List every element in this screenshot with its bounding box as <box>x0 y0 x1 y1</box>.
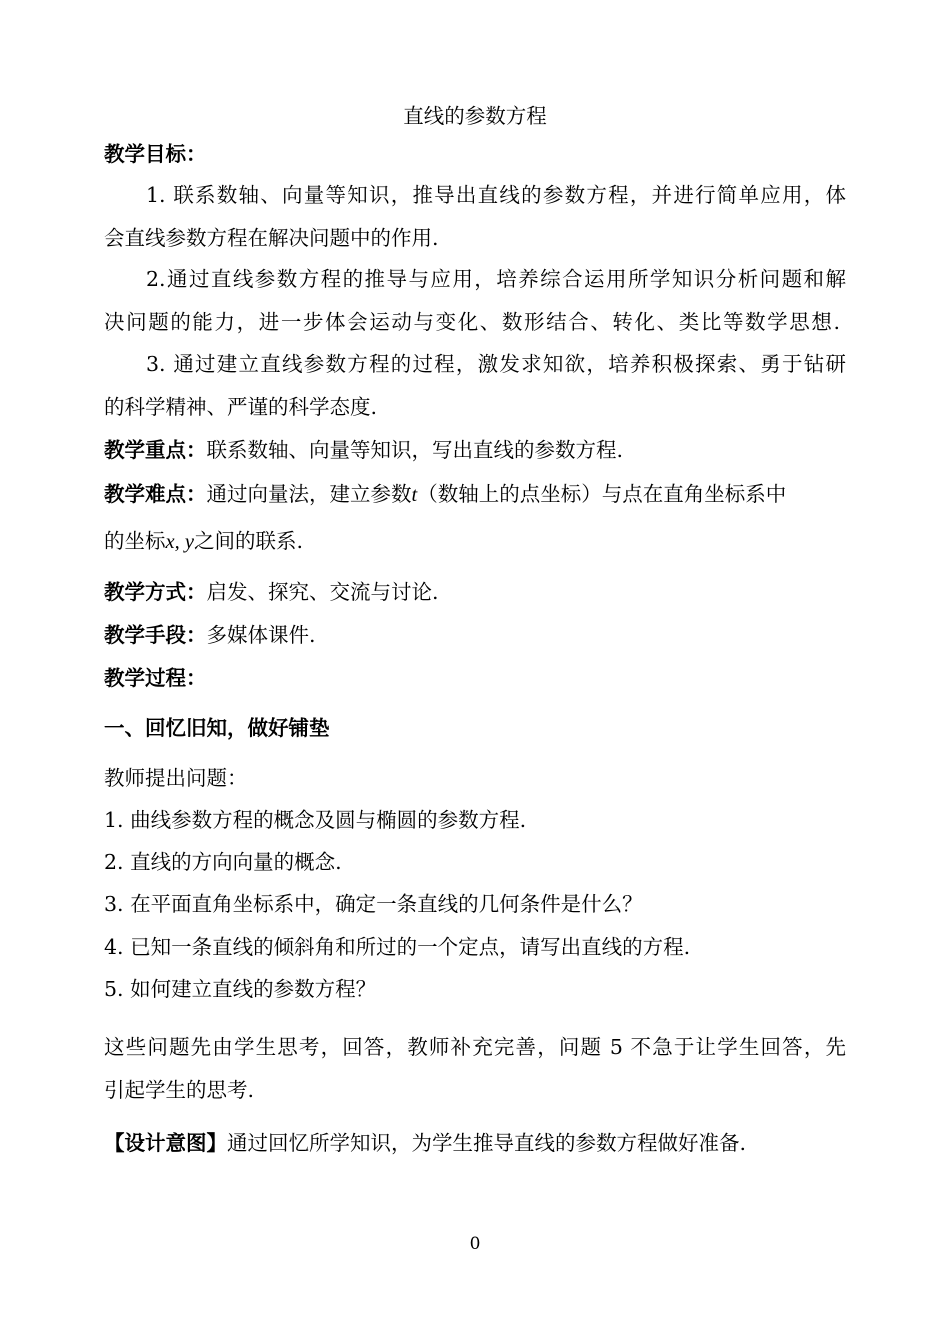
question-5: 5. 如何建立直线的参数方程？ <box>104 977 377 1001</box>
difficulty-label: 教学难点： <box>104 482 207 506</box>
section-1-heading: 一、回忆旧知，做好铺垫 <box>104 716 330 740</box>
difficulty-line-1 <box>104 480 854 509</box>
question-4: 4. 已知一条直线的倾斜角和所过的一个定点，请写出直线的方程. <box>104 935 691 959</box>
followup-line-1: 这些问题先由学生思考，回答，教师补充完善，问题 5 不急于让学生回答，先 <box>104 1035 846 1059</box>
document-title: 直线的参数方程 <box>403 104 547 128</box>
objective-1-line-1: 1. 联系数轴、向量等知识，推导出直线的参数方程，并进行简单应用，体 <box>146 183 846 207</box>
difficulty-text-1b: （数轴上的点坐标）与点在直角坐标系中 <box>417 482 787 506</box>
method-paragraph <box>104 578 854 606</box>
question-3: 3. 在平面直角坐标系中，确定一条直线的几何条件是什么？ <box>104 892 643 916</box>
key-point-paragraph <box>104 436 854 464</box>
question-2: 2. 直线的方向向量的概念. <box>104 850 342 874</box>
objective-2-line-1: 2.通过直线参数方程的推导与应用，培养综合运用所学知识分析问题和解 <box>146 267 846 291</box>
method-text: 启发、探究、交流与讨论. <box>206 580 439 604</box>
key-point-label: 教学重点： <box>104 438 207 462</box>
variable-t: t <box>411 484 418 506</box>
objective-3-line-1: 3. 通过建立直线参数方程的过程，激发求知欲，培养积极探索、勇于钻研 <box>146 352 846 376</box>
variable-xy: x, y <box>165 531 194 553</box>
objectives-heading: 教学目标： <box>104 142 207 166</box>
objective-1-line-2: 会直线参数方程在解决问题中的作用. <box>104 226 439 250</box>
process-heading: 教学过程： <box>104 666 207 690</box>
followup-line-2: 引起学生的思考. <box>104 1078 255 1102</box>
objective-2-line-2: 决问题的能力，进一步体会运动与变化、数形结合、转化、类比等数学思想. <box>104 310 840 334</box>
means-label: 教学手段： <box>104 623 207 647</box>
method-label: 教学方式： <box>104 580 207 604</box>
difficulty-line-2 <box>104 527 854 556</box>
objective-3-line-2: 的科学精神、严谨的科学态度. <box>104 395 378 419</box>
difficulty-text-2a: 的坐标 <box>104 529 166 553</box>
design-intent-paragraph <box>104 1129 854 1157</box>
difficulty-text-2b: 之间的联系. <box>193 529 303 553</box>
design-intent-label: 【设计意图】 <box>104 1131 227 1155</box>
design-intent-text: 通过回忆所学知识，为学生推导直线的参数方程做好准备. <box>227 1131 747 1155</box>
key-point-text: 联系数轴、向量等知识，写出直线的参数方程. <box>206 438 624 462</box>
teacher-intro: 教师提出问题： <box>104 766 248 790</box>
difficulty-text-1a: 通过向量法，建立参数 <box>206 482 412 506</box>
means-text: 多媒体课件. <box>206 623 316 647</box>
question-1: 1. 曲线参数方程的概念及圆与椭圆的参数方程. <box>104 808 527 832</box>
means-paragraph <box>104 621 854 649</box>
page-number: 0 <box>469 1234 481 1254</box>
